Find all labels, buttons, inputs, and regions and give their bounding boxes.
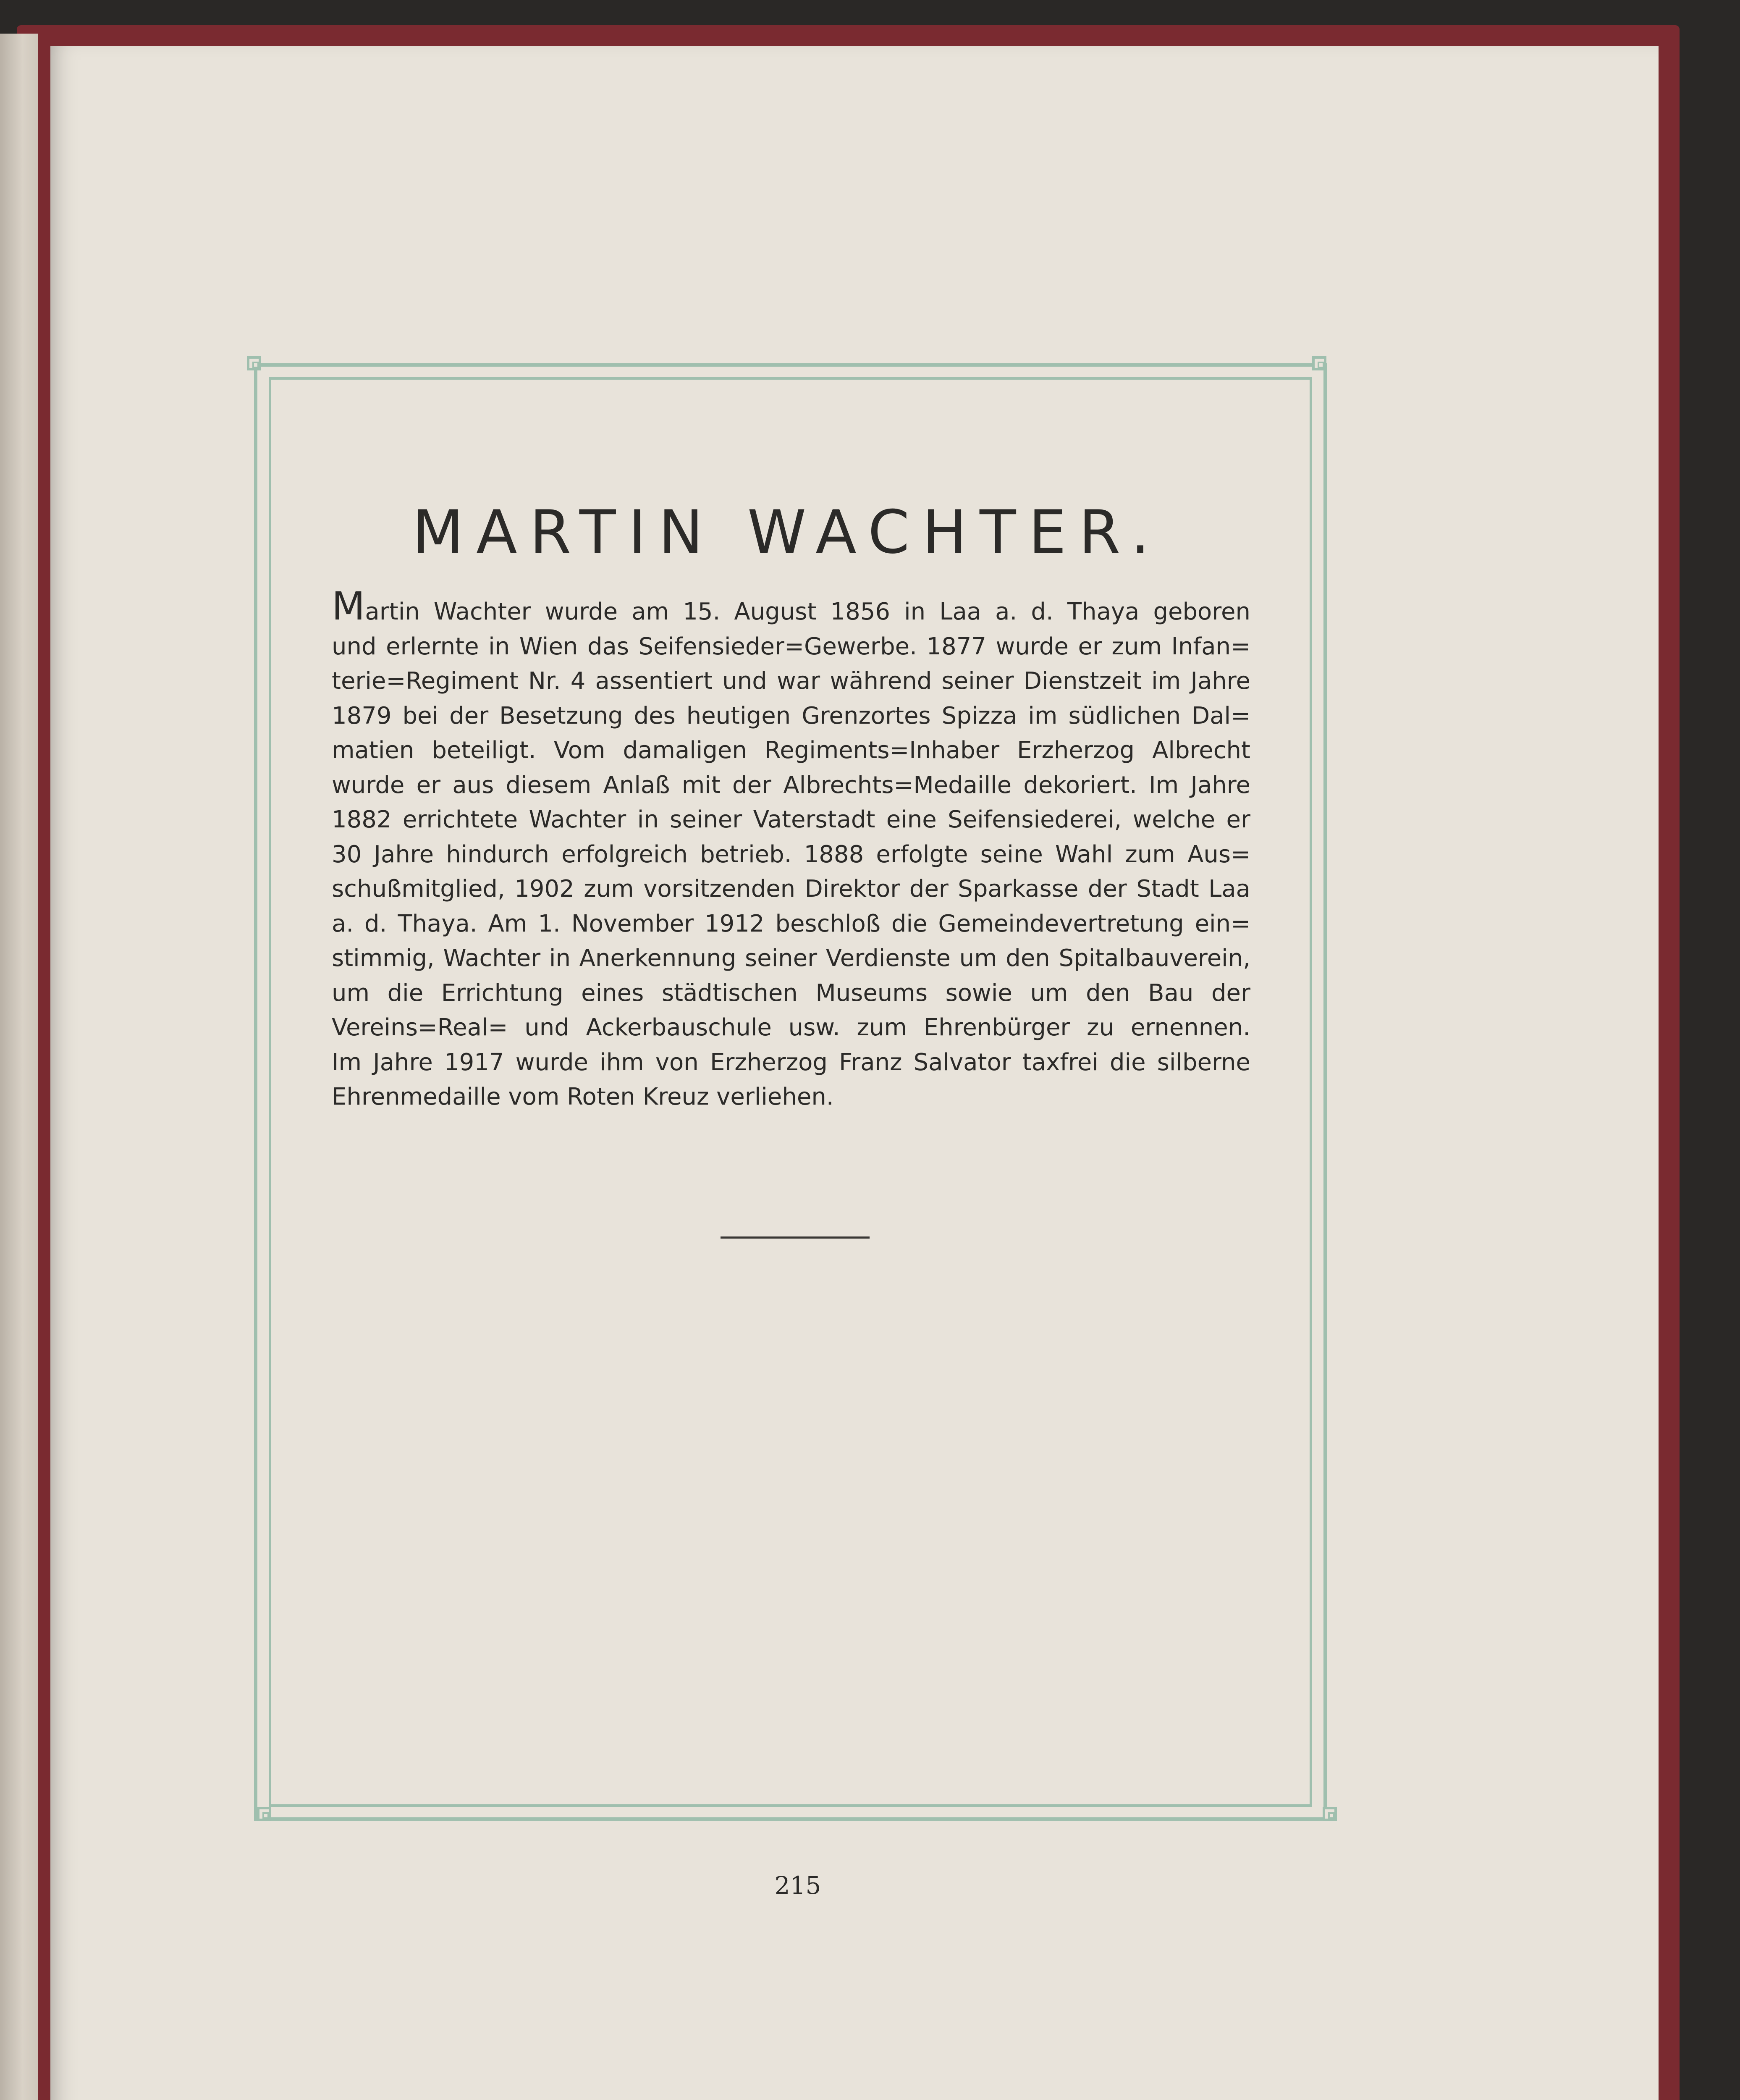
text-line: 1882 errichtete Wachter in seiner Vaterstadt eine Seifensiederei, welche er [332,806,1250,833]
text-line: stimmig, Wachter in Anerkennung seiner Verdienste um den Spitalbauverein, [332,945,1250,972]
text-line: Ehrenmedaille vom Roten Kreuz verliehen. [332,1083,834,1110]
frame-corner-top-right [1312,356,1326,370]
text-line: terie=Regiment Nr. 4 assentiert und war während seiner Dienstzeit im Jahre [332,667,1250,695]
page-title: MARTIN WACHTER. [412,498,1163,567]
frame-corner-top-left [247,356,261,370]
frame-corner-bottom-left [257,1807,271,1821]
frame-corner-bottom-right [1323,1807,1337,1821]
text-line: und erlernte in Wien das Seifensieder=Gewerbe. 1877 wurde er zum Infan= [332,633,1250,660]
text-line: schußmitglied, 1902 zum vorsitzenden Direktor der Sparkasse der Stadt Laa [332,875,1250,903]
text-line [332,584,1250,630]
text-line: 30 Jahre hindurch erfolgreich betrieb. 1888 erfolgte seine Wahl zum Aus= [332,840,1250,868]
biography-paragraph [332,584,1250,1115]
text-line: wurde er aus diesem Anlaß mit der Albrechts=Medaille dekoriert. Im Jahre [332,771,1250,799]
text-line: um die Errichtung eines städtischen Museums sowie um den Bau der [332,979,1250,1007]
text-line: Vereins=Real= und Ackerbauschule usw. zum Ehrenbürger zu ernennen. [332,1014,1250,1041]
text-line: a. d. Thaya. Am 1. November 1912 beschloß die Gemeindevertretung ein= [332,910,1250,937]
text-line: matien beteiligt. Vom damaligen Regiments=Inhaber Erzherzog Albrecht [332,737,1250,764]
text-line-content: artin Wachter wurde am 15. August 1856 in Laa a. d. Thaya geboren [365,598,1250,625]
page-number: 215 [774,1871,821,1900]
separator-rule [721,1236,870,1239]
initial-letter: M [332,584,365,629]
left-page-edge [0,34,38,2100]
text-line: 1879 bei der Besetzung des heutigen Grenzortes Spizza im südlichen Dal= [332,702,1250,730]
text-line: Im Jahre 1917 wurde ihm von Erzherzog Franz Salvator taxfrei die silberne [332,1048,1250,1076]
